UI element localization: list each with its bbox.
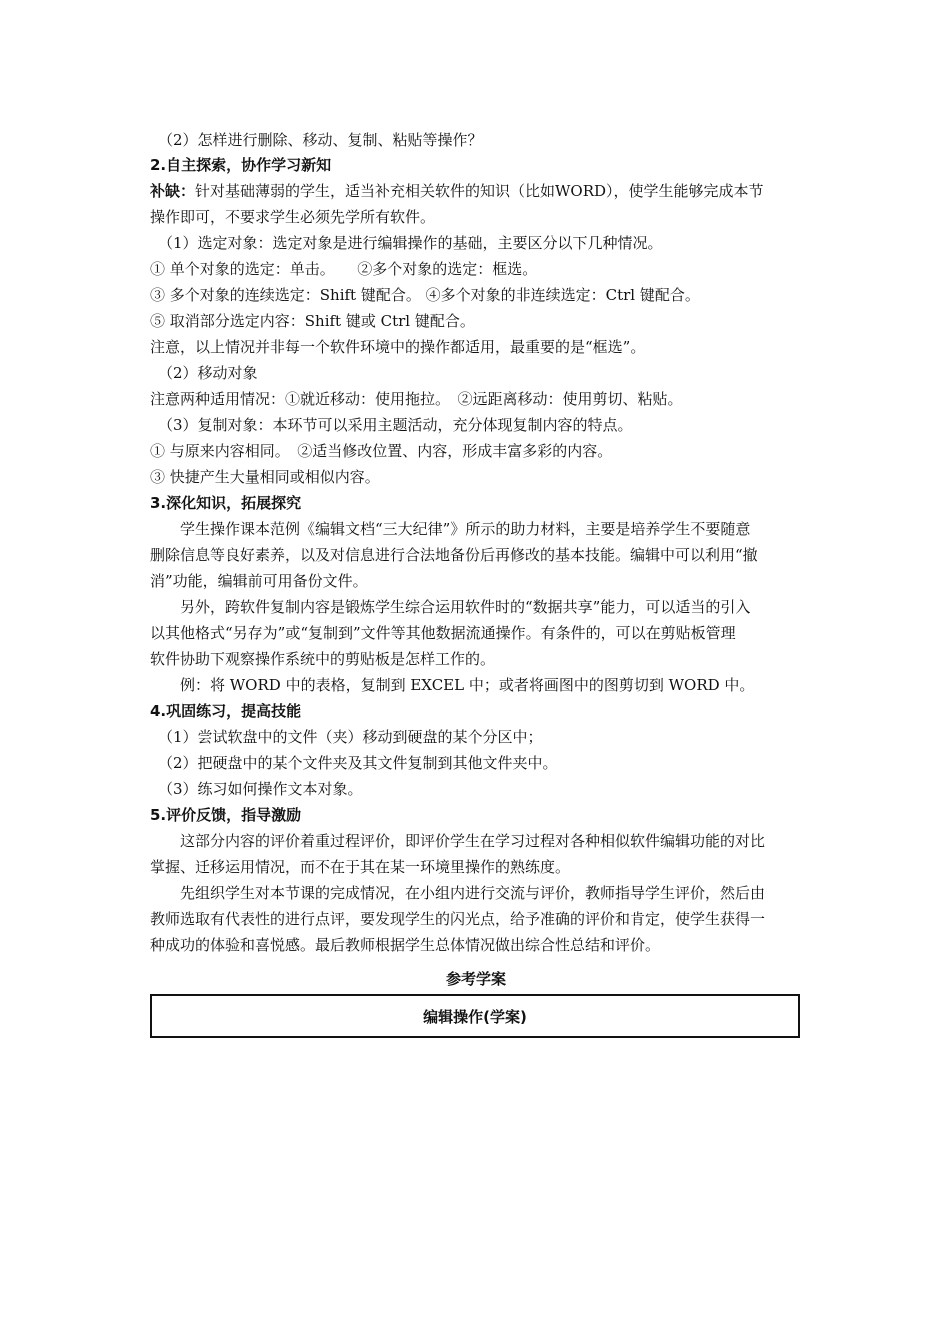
paragraph-line: 种成功的体验和喜悦感。最后教师根据学生总体情况做出综合性总结和评价。: [150, 936, 661, 954]
paragraph-line: 先组织学生对本节课的完成情况，在小组内进行交流与评价，教师指导学生评价，然后由: [180, 884, 766, 902]
question-line: （2）怎样进行删除、移动、复制、粘贴等操作？: [158, 131, 483, 149]
list-item: ① 与原来内容相同。 ②适当修改位置、内容，形成丰富多彩的内容。: [150, 442, 613, 460]
paragraph-line: 消”功能，编辑前可用备份文件。: [150, 572, 368, 590]
paragraph-text: 针对基础薄弱的学生，适当补充相关软件的知识（比如WORD），使学生能够完成本节: [195, 182, 764, 200]
paragraph-line: 注意两种适用情况：①就近移动：使用拖拉。 ②远距离移动：使用剪切、粘贴。: [150, 390, 683, 408]
worksheet-title: 编辑操作(学案): [423, 1007, 527, 1026]
list-item: ① 单个对象的选定：单击。 ②多个对象的选定：框选。: [150, 260, 538, 278]
paragraph-line: [150, 178, 764, 204]
paragraph-line: （1）选定对象：选定对象是进行编辑操作的基础，主要区分以下几种情况。: [158, 234, 663, 252]
paragraph-line: 注意，以上情况并非每一个软件环境中的操作都适用，最重要的是“框选”。: [150, 338, 646, 356]
section-heading: 5.评价反馈，指导激励: [150, 806, 302, 824]
label-bold: 补缺：: [150, 182, 196, 200]
worksheet-title-box: [150, 994, 800, 1038]
paragraph-line: 以其他格式“另存为”或“复制到”文件等其他数据流通操作。有条件的，可以在剪贴板管理: [150, 624, 736, 642]
paragraph-line: 掌握、迁移运用情况，而不在于其在某一环境里操作的熟练度。: [150, 858, 571, 876]
paragraph-line: 教师选取有代表性的进行点评，要发现学生的闪光点，给予准确的评价和肯定，使学生获得一: [150, 910, 766, 928]
list-item: ③ 多个对象的连续选定：Shift 键配合。 ④多个对象的非连续选定：Ctrl 键配合。: [150, 286, 700, 304]
paragraph-line: 软件协助下观察操作系统中的剪贴板是怎样工作的。: [150, 650, 496, 668]
list-item: ③ 快捷产生大量相同或相似内容。: [150, 468, 380, 486]
paragraph-line: 这部分内容的评价着重过程评价，即评价学生在学习过程对各种相似软件编辑功能的对比: [180, 832, 766, 850]
list-item: （1）尝试软盘中的文件（夹）移动到硬盘的某个分区中；: [158, 728, 543, 746]
section-heading: 2.自主探索，协作学习新知: [150, 156, 332, 174]
paragraph-line: （3）复制对象：本环节可以采用主题活动，充分体现复制内容的特点。: [158, 416, 633, 434]
list-item: ⑤ 取消部分选定内容：Shift 键或 Ctrl 键配合。: [150, 312, 475, 330]
section-heading: 3.深化知识，拓展探究: [150, 494, 302, 512]
paragraph-line: 学生操作课本范例《编辑文档“三大纪律”》所示的助力材料，主要是培养学生不要随意: [180, 520, 751, 538]
list-item: （2）把硬盘中的某个文件夹及其文件复制到其他文件夹中。: [158, 754, 558, 772]
paragraph-line: 操作即可，不要求学生必须先学所有软件。: [150, 208, 436, 226]
list-item: （3）练习如何操作文本对象。: [158, 780, 363, 798]
section-title: 参考学案: [445, 970, 506, 988]
paragraph-line: 另外，跨软件复制内容是锻炼学生综合运用软件时的“数据共享”能力，可以适当的引入: [180, 598, 751, 616]
section-heading: 4.巩固练习，提高技能: [150, 702, 302, 720]
paragraph-line: 删除信息等良好素养，以及对信息进行合法地备份后再修改的基本技能。编辑中可以利用“撤: [150, 546, 758, 564]
paragraph-line: 例：将 WORD 中的表格，复制到 EXCEL 中；或者将画图中的图剪切到 WORD 中。: [180, 676, 755, 694]
paragraph-line: （2）移动对象: [158, 364, 258, 382]
